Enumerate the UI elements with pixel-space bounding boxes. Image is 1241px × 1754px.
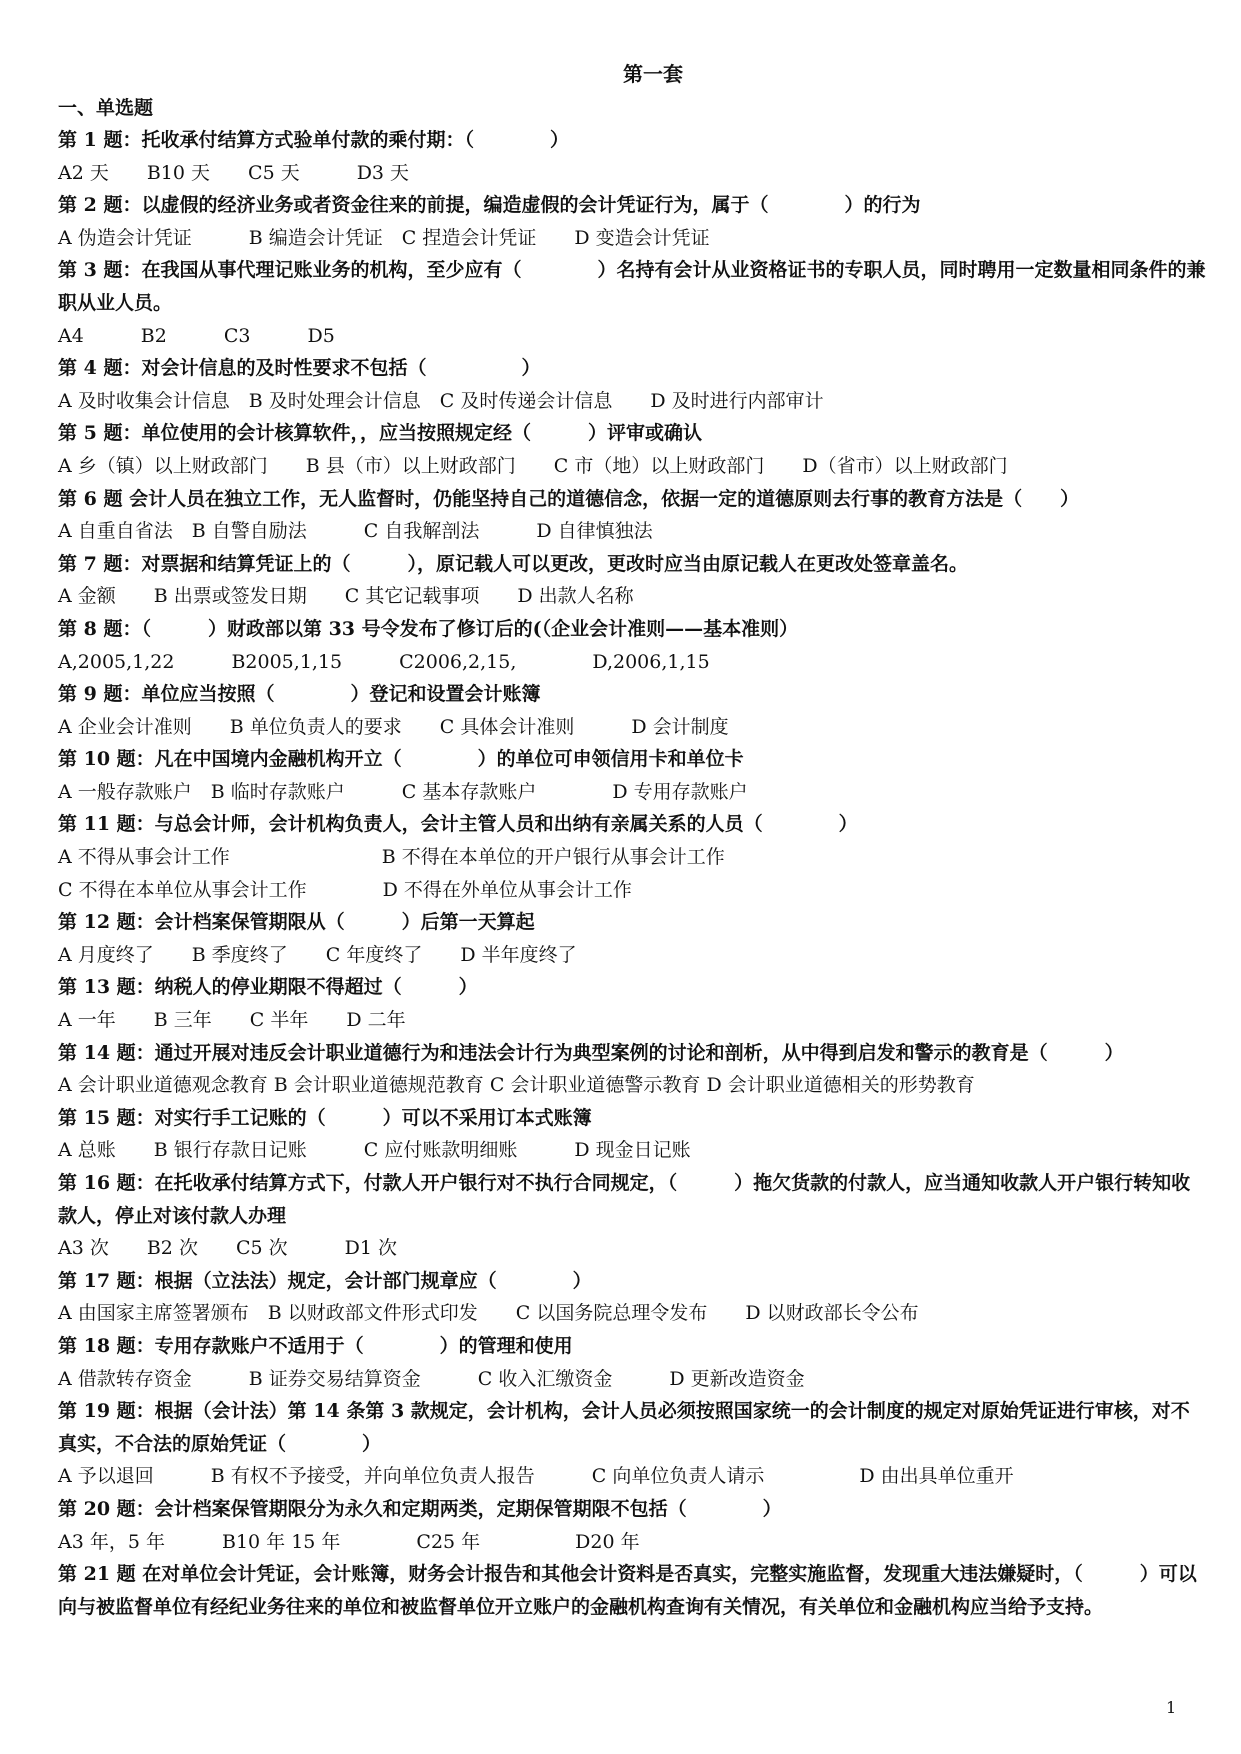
question-text: 第 21 题 在对单位会计凭证，会计账簿，财务会计报告和其他会计资料是否真实，完整实施监督，发现重大违法嫌疑时，（ ）可以向与被监督单位有经纪业务往来的单位和被监督单位开立账户的金融机构查询有关情况，有关单位和金融机构应当给予支持。 [58,1563,1197,1618]
question-text: 第 2 题：以虚假的经济业务或者资金往来的前提，编造虚假的会计凭证行为，属于（ ）的行为 [58,194,921,217]
question-text: 第 18 题：专用存款账户不适用于（ ）的管理和使用 [58,1334,573,1357]
answer-options: A 一年 B 三年 C 半年 D 二年 [58,1009,406,1032]
answer-options: A 月度终了 B 季度终了 C 年度终了 D 半年度终了 [58,943,577,966]
question-text: 第 12 题：会计档案保管期限从（ ）后第一天算起 [58,911,535,934]
answer-options: A 借款转存资金 B 证券交易结算资金 C 收入汇缴资金 D 更新改造资金 [58,1367,805,1390]
answer-options: A 由国家主席签署颁布 B 以财政部文件形式印发 C 以国务院总理令发布 D 以财政部长令公布 [58,1302,919,1325]
question-text: 第 6 题 会计人员在独立工作，无人监督时，仍能坚持自己的道德信念，依据一定的道德原则去行事的教育方法是（ ） [58,487,1080,510]
answer-options: A 乡（镇）以上财政部门 B 县（市）以上财政部门 C 市（地）以上财政部门 D（省市）以上财政部门 [58,454,1008,477]
answer-options: A 及时收集会计信息 B 及时处理会计信息 C 及时传递会计信息 D 及时进行内部审计 [58,389,824,412]
page-title: 第一套 [623,62,683,86]
answer-options: A3 次 B2 次 C5 次 D1 次 [58,1237,397,1260]
document-body [58,56,1208,1623]
answer-options: A 予以退回 B 有权不予接受，并向单位负责人报告 C 向单位负责人请示 D 由出具单位重开 [58,1465,1014,1488]
question-text: 第 15 题：对实行手工记账的（ ）可以不采用订本式账簿 [58,1106,592,1129]
answer-options: A 会计职业道德观念教育 B 会计职业道德规范教育 C 会计职业道德警示教育 D 会计职业道德相关的形势教育 [58,1074,975,1097]
question-text: 第 1 题：托收承付结算方式验单付款的乘付期：（ ） [58,129,569,151]
section-heading: 一、单选题 [58,97,154,119]
answer-options: A3 年，5 年 B10 年 15 年 C25 年 D20 年 [58,1530,640,1553]
answer-options: A 企业会计准则 B 单位负责人的要求 C 具体会计准则 D 会计制度 [58,715,729,738]
question-text: 第 13 题：纳税人的停业期限不得超过（ ） [58,976,478,999]
question-text: 第 5 题：单位使用的会计核算软件，，应当按照规定经（ ）评审或确认 [58,422,702,445]
answer-options: A 不得从事会计工作 B 不得在本单位的开户银行从事会计工作 [58,846,725,869]
question-text: 第 19 题：根据（会计法）第 14 条第 3 款规定，会计机构，会计人员必须按照国家统一的会计制度的规定对原始凭证进行审核，对不真实，不合法的原始凭证（ ） [58,1400,1190,1455]
question-text: 第 3 题：在我国从事代理记账业务的机构，至少应有（ ）名持有会计从业资格证书的专职人员，同时聘用一定数量相同条件的兼职从业人员。 [58,259,1206,314]
answer-options: C 不得在本单位从事会计工作 D 不得在外单位从事会计工作 [58,878,632,901]
answer-options: A,2005,1,22 B2005,1,15 C2006,2,15, D,2006,1,15 [58,650,710,673]
question-text: 第 14 题：通过开展对违反会计职业道德行为和违法会计行为典型案例的讨论和剖析，从中得到启发和警示的教育是（ ） [58,1041,1124,1064]
question-text: 第 10 题：凡在中国境内金融机构开立（ ）的单位可申领信用卡和单位卡 [58,748,744,771]
answer-options: A4 B2 C3 D5 [58,324,335,347]
question-text: 第 4 题：对会计信息的及时性要求不包括（ ） [58,357,541,380]
question-list [58,124,1208,1623]
question-text: 第 16 题：在托收承付结算方式下，付款人开户银行对不执行合同规定，（ ）拖欠货款的付款人，应当通知收款人开户银行转知收款人，停止对该付款人办理 [58,1172,1191,1227]
question-text: 第 7 题：对票据和结算凭证上的（ ），原记载人可以更改，更改时应当由原记载人在更改处签章盖名。 [58,552,968,575]
answer-options: A2 天 B10 天 C5 天 D3 天 [58,161,410,184]
answer-options: A 伪造会计凭证 B 编造会计凭证 C 捏造会计凭证 D 变造会计凭证 [58,226,710,249]
question-text: 第 8 题：（ ）财政部以第 33 号令发布了修订后的(（企业会计准则——基本准则） [58,617,799,640]
question-text: 第 11 题：与总会计师，会计机构负责人，会计主管人员和出纳有亲属关系的人员（ ） [58,813,858,836]
page-number: 1 [1166,1698,1177,1717]
answer-options: A 自重自省法 B 自警自励法 C 自我解剖法 D 自律慎独法 [58,520,653,543]
question-text: 第 17 题：根据（立法法）规定，会计部门规章应（ ） [58,1269,592,1292]
question-text: 第 20 题：会计档案保管期限分为永久和定期两类，定期保管期限不包括（ ） [58,1497,782,1520]
question-text: 第 9 题：单位应当按照（ ）登记和设置会计账簿 [58,683,541,706]
answer-options: A 总账 B 银行存款日记账 C 应付账款明细账 D 现金日记账 [58,1139,691,1162]
answer-options: A 金额 B 出票或签发日期 C 其它记载事项 D 出款人名称 [58,585,634,608]
answer-options: A 一般存款账户 B 临时存款账户 C 基本存款账户 D 专用存款账户 [58,780,748,803]
